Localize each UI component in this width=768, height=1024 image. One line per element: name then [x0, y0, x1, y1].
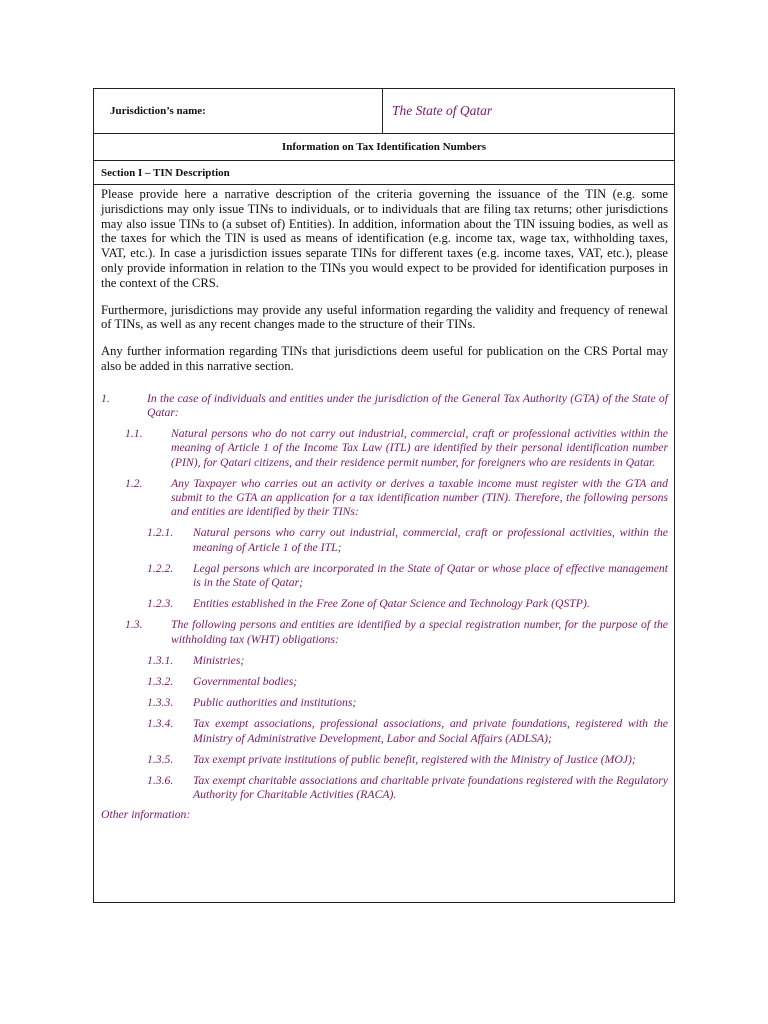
list-item: [101, 597, 668, 611]
item-number: 1.3.5.: [147, 752, 174, 766]
paragraph-intro: Please provide here a narrative description of the criteria governing the issuance of the TIN (e.g. some jurisdictions may only issue TINs to individuals, or to individuals that are filing tax returns; other jurisdictions may also issue TINs to (a subset of) Entities). In addition, information about the TIN issuing bodies, as well as the taxes for which the TIN is used as means of identification (e.g. income tax, wage tax, withholding taxes, VAT, etc.). In case a jurisdiction issues separate TINs for different taxes (e.g. income taxes, VAT, etc.), please only provide information in relation to the TINs you would expect to be provided for identification purposes in the context of the CRS.: [101, 187, 668, 290]
list-item: [101, 477, 668, 520]
qatar-list: [101, 392, 668, 823]
list-item: [101, 526, 668, 554]
item-number: 1.3.4.: [147, 717, 174, 731]
list-item: [101, 654, 668, 668]
item-text: Governmental bodies;: [193, 675, 298, 689]
item-number: 1.3.2.: [147, 675, 174, 689]
header-row: [94, 89, 674, 134]
list-item: [101, 753, 668, 767]
item-text: Any Taxpayer who carries out an activity or derives a taxable income must register with the GTA and submit to the GTA an application for a tax identification number (TIN). Therefore, the following persons and entities are identified by their TINs:: [171, 476, 668, 519]
item-text: Public authorities and institutions;: [193, 696, 357, 710]
list-item: [101, 562, 668, 590]
paragraph-further: Any further information regarding TINs that jurisdictions deem useful for publication on the CRS Portal may also be added in this narrative section.: [101, 344, 668, 373]
item-text: The following persons and entities are identified by a special registration number, for the purpose of the withholding tax (WHT) obligations:: [171, 618, 668, 646]
item-text: Tax exempt private institutions of public benefit, registered with the Ministry of Justice (MOJ);: [193, 752, 636, 766]
jurisdiction-label: Jurisdiction’s name:: [94, 89, 383, 133]
item-text: Tax exempt associations, professional associations, and private foundations, registered with the Ministry of Administrative Development, Labor and Social Affairs (ADLSA);: [193, 717, 668, 745]
info-title: Information on Tax Identification Numbers: [94, 134, 674, 161]
item-number: 1.3.: [125, 618, 143, 632]
item-text: Tax exempt charitable associations and charitable private foundations registered with the Regulatory Authority for Charitable Activities (RACA).: [193, 774, 668, 802]
tin-document-table: [93, 88, 675, 903]
list-item: [101, 618, 668, 646]
list-item: [101, 427, 668, 470]
paragraph-validity: Furthermore, jurisdictions may provide any useful information regarding the validity and frequency of renewal of TINs, as well as any recent changes made to the structure of their TINs.: [101, 302, 668, 332]
list-item: [101, 392, 668, 420]
item-number: 1.: [101, 391, 110, 405]
item-number: 1.3.3.: [147, 696, 174, 710]
item-number: 1.2.: [125, 476, 143, 490]
item-text: Entities established in the Free Zone of Qatar Science and Technology Park (QSTP).: [193, 597, 590, 611]
jurisdiction-value: The State of Qatar: [392, 103, 493, 118]
section-body: [94, 185, 674, 823]
item-number: 1.3.1.: [147, 653, 174, 667]
item-text: Ministries;: [193, 653, 245, 667]
item-text: In the case of individuals and entities under the jurisdiction of the General Tax Authority (GTA) of the State of Qatar:: [147, 391, 668, 419]
item-text: Legal persons which are incorporated in the State of Qatar or whose place of effective management is in the State of Qatar;: [193, 561, 668, 589]
item-number: 1.2.1.: [147, 526, 174, 540]
list-item: [101, 696, 668, 710]
item-number: 1.3.6.: [147, 774, 174, 788]
item-number: 1.2.3.: [147, 597, 174, 611]
item-number: 1.2.2.: [147, 561, 174, 575]
item-number: 1.1.: [125, 427, 143, 441]
list-item: [101, 675, 668, 689]
item-text: Natural persons who carry out industrial, commercial, craft or professional activities, within the meaning of Article 1 of the ITL;: [193, 526, 668, 554]
section-title: Section I – TIN Description: [94, 161, 674, 185]
list-item: [101, 717, 668, 745]
other-information-label: Other information:: [101, 808, 191, 822]
item-text: Natural persons who do not carry out industrial, commercial, craft or professional activities within the meaning of Article 1 of the Income Tax Law (ITL) are identified by their personal identification number (PIN), for Qatari citizens, and their residence permit number, for foreigners who are residents in Qatar.: [171, 427, 668, 469]
list-item: [101, 774, 668, 802]
